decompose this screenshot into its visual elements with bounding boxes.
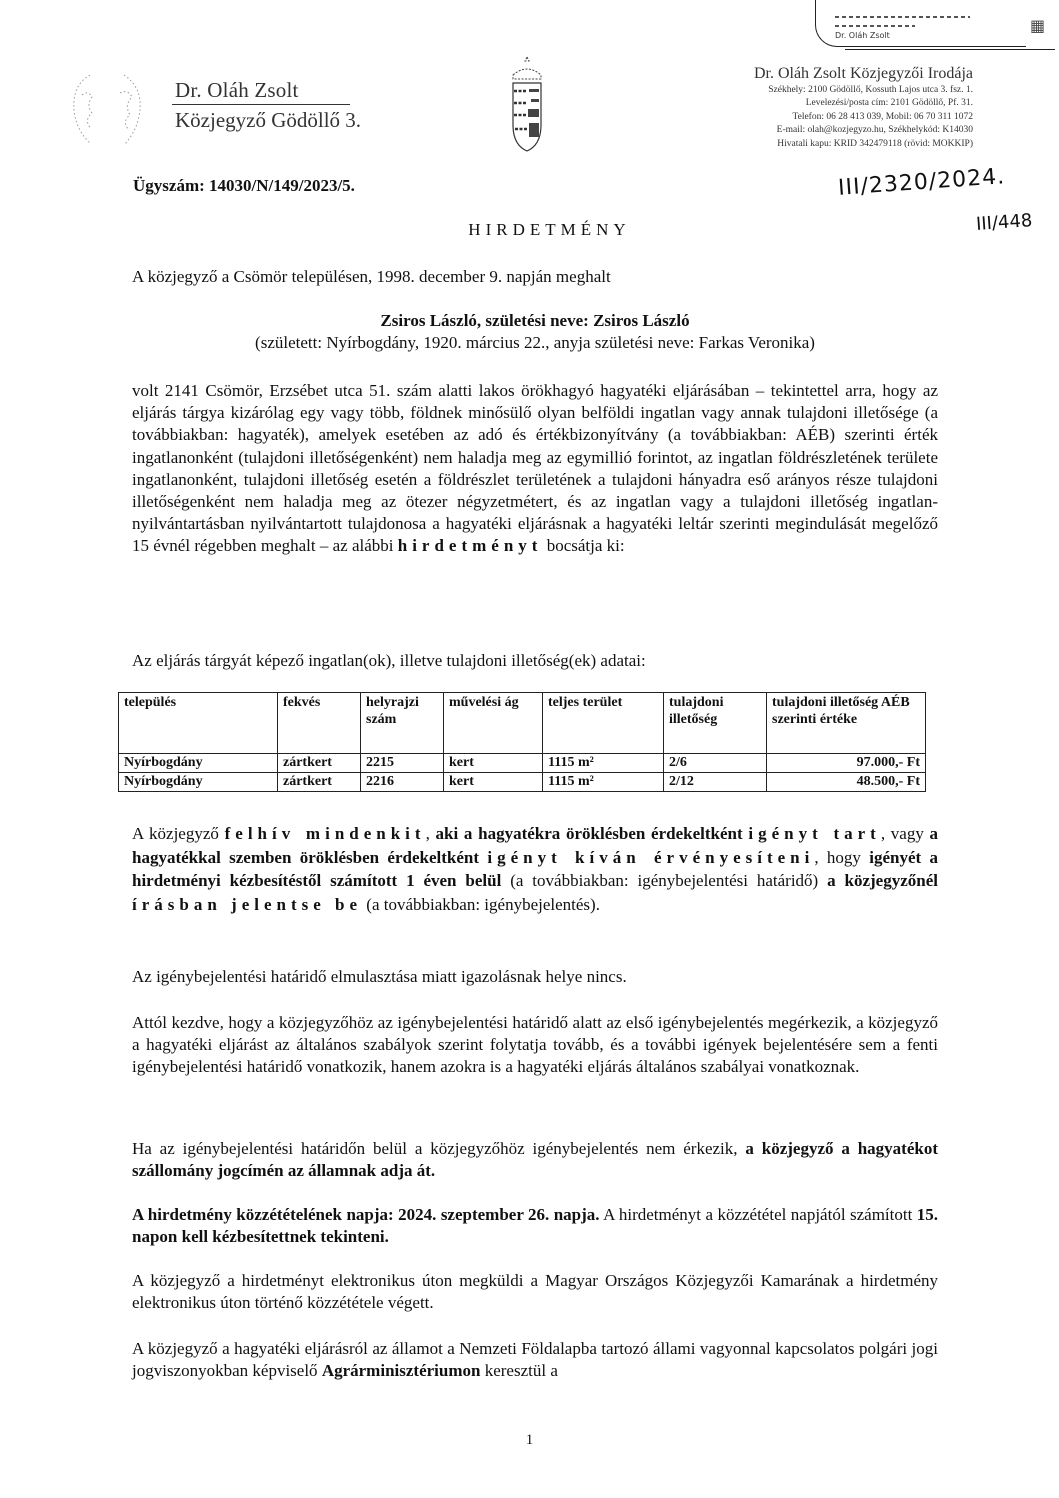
office-address-block [673,64,973,151]
intro-paragraph: A közjegyző a Csömör településen, 1998. december 9. napján meghalt [132,267,611,286]
call-text: (a továbbiakban: igénybejelentési határidő) [501,871,828,890]
call-emphasis: felhív mindenkit [224,824,426,843]
state-notice-paragraph [132,1338,938,1382]
col-header-cultivation: művelési ág [444,693,543,754]
electronic-paragraph: A közjegyző a hirdetményt elektronikus úton megküldi a Magyar Országos Közjegyzői Kamarának a hirdetmény elektronikus úton történő közzététele végett. [132,1271,938,1313]
publication-delivery: 15. napon kell kézbesítettnek tekinteni. [132,1205,939,1247]
office-phone-line: Telefon: 06 28 413 039, Mobil: 06 70 311 1072 [792,111,973,122]
office-gateway-line: Hivatali kapu: KRID 342479118 (rövid: MOKKIP) [777,138,973,149]
cell-cultivation: kert [444,773,543,792]
office-postal-line: Levelezési/posta cím: 2101 Gödöllő, Pf. 31. [805,98,973,109]
call-paragraph [132,822,938,916]
call-text: , vagy [880,824,930,843]
notary-seat: Közjegyző Gödöllő 3. [175,108,362,132]
coat-of-arms-icon [507,55,547,155]
notary-name: Dr. Oláh Zsolt [175,78,299,102]
office-title: Dr. Oláh Zsolt Közjegyzői Irodája [753,65,973,82]
page-number: 1 [525,1432,534,1448]
call-bold: aki a hagyatékra öröklésben érdekeltként [435,824,743,843]
main-paragraph-end: bocsátja ki: [546,536,625,556]
call-bold: a hagyatékkal szemben öröklésben érdekeltként [132,824,939,867]
state-notice-bold: Agrárminisztériumon [321,1361,481,1381]
deceased-name: Zsiros László, születési neve: Zsiros László [380,311,690,330]
col-header-ownership-share: tulajdoni illetőség [664,693,767,754]
table-row [119,773,926,792]
cell-cultivation: kert [444,754,543,773]
stamp-text-line [835,25,915,27]
call-text: (a továbbiakban: igénybejelentés). [362,894,600,914]
cell-settlement: Nyírbogdány [119,773,278,792]
publication-paragraph [132,1204,938,1248]
electronic-signature-stamp [805,0,1059,50]
table-row [119,754,926,773]
call-text: A közjegyző [132,824,219,843]
handwritten-reference: III/2320/2024. [837,164,1006,201]
office-seat-line: Székhely: 2100 Gödöllő, Kossuth Lajos utca 3. fsz. 1. [768,85,973,95]
main-paragraph [132,380,938,558]
call-text: , hogy [814,847,870,867]
table-header-row [119,693,926,754]
stamp-text-line [835,16,970,18]
call-emphasis: igényt kíván érvényesíteni [487,847,815,867]
col-header-settlement: település [119,693,278,754]
call-emphasis: írásban jelentse be [132,894,363,914]
cell-parcel-number: 2216 [361,773,444,792]
main-paragraph-emphasis: hirdetményt [397,536,543,556]
call-bold: a közjegyzőnél [827,871,938,890]
no-claim-text: Ha az igénybejelentési határidőn belül a közjegyzőhöz igénybejelentés nem érkezik, [132,1139,738,1158]
cell-ownership-share: 2/12 [664,773,767,792]
no-excuse-paragraph: Az igénybejelentési határidő elmulasztása miatt igazolásnak helye nincs. [132,967,627,986]
handwritten-sub-reference: III/448 [975,210,1034,235]
col-header-location: fekvés [278,693,361,754]
no-claim-bold: a közjegyző a hagyatékot szállomány jogcímén az államnak adja át. [132,1139,938,1181]
cell-share-value: 48.500,- Ft [767,773,926,792]
no-claim-paragraph [132,1138,938,1182]
col-header-parcel-number: helyrajzi szám [361,693,444,754]
cell-location: zártkert [278,754,361,773]
case-number: Ügyszám: 14030/N/149/2023/5. [133,176,355,195]
cell-total-area: 1115 m² [543,773,664,792]
col-header-total-area: teljes terület [543,693,664,754]
state-notice-text: A közjegyző a hagyatéki eljárásról az államot a Nemzeti Földalapba tartozó állami vagyonnal kapcsolatos polgári jogi jogviszonyokban képviselő [132,1339,938,1381]
deceased-birth-details: (született: Nyírbogdány, 1920. március 22., anyja születési neve: Farkas Veronika) [255,333,815,352]
cell-location: zártkert [278,773,361,792]
after-first-claim-paragraph: Attól kezdve, hogy a közjegyzőhöz az igénybejelentési határidő alatt az első igénybejelentés megérkezik, a közjegyző a hagyatéki eljárást az általános szabályok szerint folytatja tovább, és a további igények bejelentésére sem a fenti igénybejelentési határidő vonatkozik, hanem azokra is a hagyatéki eljárás általános szabályai vonatkoznak. [132,1013,938,1077]
state-notice-end: keresztül a [484,1361,558,1381]
cell-ownership-share: 2/6 [664,754,767,773]
cell-parcel-number: 2215 [361,754,444,773]
cell-share-value: 97.000,- Ft [767,754,926,773]
col-header-share-value: tulajdoni illetőség AÉB szerinti értéke [767,693,926,754]
letterhead-divider [172,104,350,105]
stamp-underline [845,49,1055,50]
publication-date: A hirdetmény közzétételének napja: 2024. szeptember 26. napja. [132,1205,600,1224]
cell-settlement: Nyírbogdány [119,754,278,773]
document-title: HIRDETMÉNY [468,220,631,239]
qr-code-icon: ▦ [1030,18,1046,35]
cell-total-area: 1115 m² [543,754,664,773]
call-bold: igényét a hirdetményi kézbesítéstől számított 1 éven belül [132,847,938,890]
call-text: , [425,824,436,843]
office-email-line: E-mail: olah@kozjegyzo.hu, Székhelykód: K14030 [776,125,973,136]
publication-text: A hirdetményt a közzététel napjától számított [603,1205,913,1224]
property-table [118,692,926,792]
table-intro: Az eljárás tárgyát képező ingatlan(ok), illetve tulajdoni illetőség(ek) adatai: [132,651,646,670]
call-emphasis: igényt tart [748,824,881,843]
main-paragraph-text: volt 2141 Csömör, Erzsébet utca 51. szám alatti lakos örökhagyó hagyatéki eljárásában – tekintettel arra, hogy az eljárás tárgya kizárólag egy vagy több, földnek minősülő olyan belföldi ingatlan vagy annak tulajdoni illetősége (a továbbiakban: hagyaték), amelyek esetében az adó és értékbizonyítvány (a továbbiakban: AÉB) szerinti érték ingatlanonként (tulajdoni illetőségenként) nem haladja meg az egymillió forintot, az ingatlan földrészletének területe ingatlanonként, tulajdoni illetőség esetén a földrészlet területének a tulajdoni hányadra eső arányos része tulajdoni illetőségenként nem haladja meg az ötezer négyzetmétert, és az ingatlan vagy a tulajdoni illetőség ingatlan-nyilvántartásban nyilvántartott tulajdonosa a hagyatéki eljárásnak a hagyatéki leltár szerinti megindulását megelőző 15 évnél régebben meghalt – az alábbi [132,381,938,556]
notary-logo-icon [62,65,157,155]
stamp-signer: Dr. Oláh Zsolt [835,31,890,40]
